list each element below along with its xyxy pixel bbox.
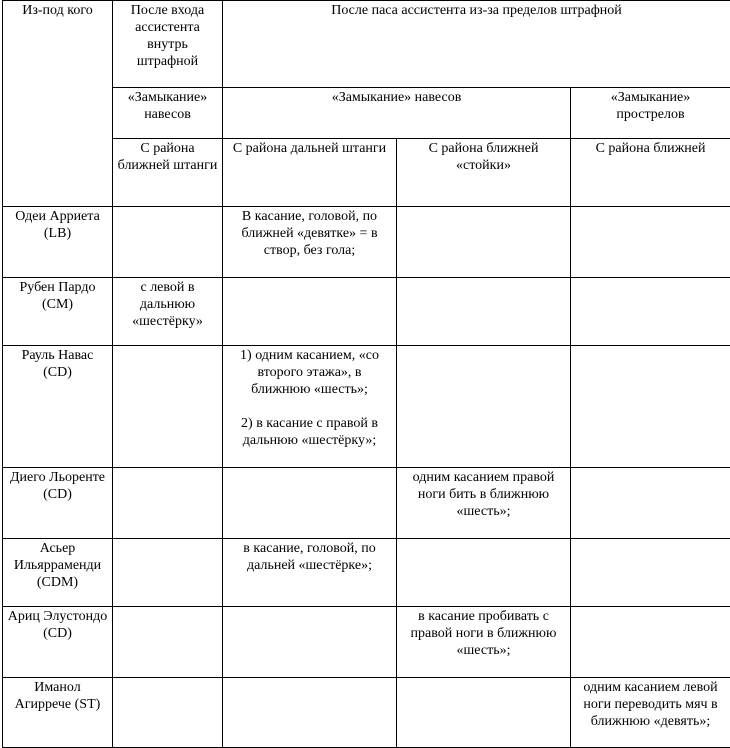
table-cell [223,607,397,678]
table-cell [113,346,223,468]
paragraph-gap [227,398,392,415]
header-outside-box: После паса ассистента из-за пределов штрафной [223,1,730,88]
table-row [3,678,730,748]
header-close-crosses-1: «Замыкание» навесов [113,88,223,139]
table-cell [397,678,571,748]
table-row [3,539,730,607]
player-name: Асьер Ильярраменди (CDM) [3,539,113,607]
table-cell [571,346,730,468]
table-cell [397,207,571,278]
player-name: Диего Льоренте (CD) [3,468,113,539]
table-cell: В касание, головой, по ближней «девятке» = в створ, без гола; [223,207,397,278]
header-row-3 [3,139,730,207]
player-name: Иманол Агирречe (ST) [3,678,113,748]
table-cell [397,346,571,468]
table-row [3,468,730,539]
table-cell [223,346,397,468]
table-cell [571,278,730,346]
table-cell [223,678,397,748]
player-name: Ариц Элустондо (CD) [3,607,113,678]
table-cell [571,468,730,539]
header-from-whom: Из-под кого [3,1,113,207]
table-cell [397,278,571,346]
table-cell [571,607,730,678]
table-row [3,207,730,278]
table-cell [223,468,397,539]
table-cell [113,539,223,607]
instruction-2: 2) в касание с правой в дальнюю «шестёрку»; [241,416,378,448]
instruction-1: 1) одним касанием, «со второго этажа», в ближнюю «шесть»; [240,348,379,397]
header-close-cutbacks: «Замыкание» прострелов [571,88,730,139]
header-inside-box: После входа ассистента внутрь штрафной [113,1,223,88]
tactics-table [2,0,730,748]
table-cell: одним касанием правой ноги бить в ближнюю «шесть»; [397,468,571,539]
table-cell [113,678,223,748]
table-cell: в касание пробивать с правой ноги в ближнюю «шесть»; [397,607,571,678]
header-close-crosses-2: «Замыкание» навесов [223,88,571,139]
table-cell: с левой в дальнюю «шестёрку» [113,278,223,346]
table-cell [113,468,223,539]
table-cell [113,207,223,278]
player-name: Рауль Навас (CD) [3,346,113,468]
table-cell [397,539,571,607]
table-cell [223,278,397,346]
table-cell [571,539,730,607]
table-row [3,607,730,678]
table-cell: одним касанием левой ноги переводить мяч в ближнюю «девять»; [571,678,730,748]
table-cell [571,207,730,278]
table-cell: в касание, головой, по дальней «шестёрке»; [223,539,397,607]
header-row-1 [3,1,730,88]
player-name: Одеи Арриета (LB) [3,207,113,278]
header-near-area: С района ближней [571,139,730,207]
header-far-post-area: С района дальней штанги [223,139,397,207]
table-row [3,278,730,346]
header-near-post-area: С района ближней штанги [113,139,223,207]
header-near-stand-area: С района ближней «стойки» [397,139,571,207]
header-row-2 [3,88,730,139]
player-name: Рубен Пардо (CM) [3,278,113,346]
table-row [3,346,730,468]
table-cell [113,607,223,678]
